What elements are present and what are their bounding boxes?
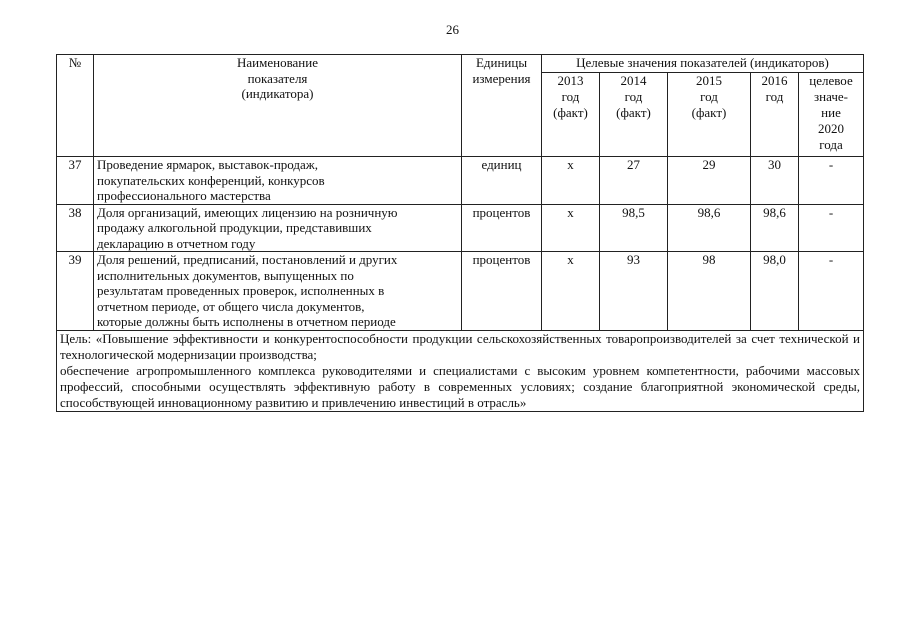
- row-value-2015: 29: [668, 157, 751, 205]
- goal-row: [57, 330, 864, 411]
- row-number: 39: [57, 252, 94, 331]
- row-value-2020: -: [799, 204, 864, 252]
- goal-line-1: Цель: «Повышение эффективности и конкурентоспособности продукции сельскохозяйственных товаропроизводителей за счет технической и технологической модернизации производства;: [60, 330, 861, 362]
- row-value-2013: x: [542, 252, 600, 331]
- row-value-2020: -: [799, 157, 864, 205]
- row-value-2014: 27: [600, 157, 668, 205]
- header-units: Единицы измерения: [462, 55, 542, 157]
- row-value-2016: 98,6: [751, 204, 799, 252]
- row-unit: процентов: [462, 252, 542, 331]
- header-year-2013: 2013 год (факт): [542, 73, 600, 157]
- indicators-table: [56, 54, 864, 412]
- row-value-2014: 93: [600, 252, 668, 331]
- row-value-2016: 98,0: [751, 252, 799, 331]
- row-indicator-name: Проведение ярмарок, выставок-продаж, покупательских конференций, конкурсов профессионального мастерства: [94, 157, 462, 205]
- goal-line-2: обеспечение агропромышленного комплекса руководителями и специалистами с высоким уровнем компетентности, рабочими массовых профессий, способными осуществлять эффективную работу в современных условиях; создание благоприятной экономической среды, способствующей инновационному развитию и привлечению инвестиций в отрасль»: [60, 362, 861, 410]
- table-row: [57, 204, 864, 252]
- header-row-1: [57, 55, 864, 73]
- goal-statement: [57, 330, 864, 411]
- row-value-2013: x: [542, 157, 600, 205]
- page-number: 26: [446, 22, 459, 37]
- header-year-2015: 2015 год (факт): [668, 73, 751, 157]
- header-number: №: [57, 55, 94, 157]
- row-indicator-name: Доля организаций, имеющих лицензию на розничную продажу алкогольной продукции, представивших декларацию в отчетном году: [94, 204, 462, 252]
- header-target-2020: целевое значе- ние 2020 года: [799, 73, 864, 157]
- row-number: 38: [57, 204, 94, 252]
- row-value-2020: -: [799, 252, 864, 331]
- row-value-2015: 98,6: [668, 204, 751, 252]
- row-value-2016: 30: [751, 157, 799, 205]
- row-number: 37: [57, 157, 94, 205]
- row-indicator-name: Доля решений, предписаний, постановлений и других исполнительных документов, выпущенных по результатам проведенных проверок, исполненных в отчетном периоде, от общего числа документов, которые должны быть исполнены в отчетном периоде: [94, 252, 462, 331]
- header-indicator-name: Наименование показателя (индикатора): [94, 55, 462, 157]
- row-value-2014: 98,5: [600, 204, 668, 252]
- header-year-2014: 2014 год (факт): [600, 73, 668, 157]
- row-unit: процентов: [462, 204, 542, 252]
- row-unit: единиц: [462, 157, 542, 205]
- header-year-2016: 2016 год: [751, 73, 799, 157]
- table-row: [57, 157, 864, 205]
- header-target-values: Целевые значения показателей (индикаторов): [542, 55, 864, 73]
- row-value-2013: x: [542, 204, 600, 252]
- table-row: [57, 252, 864, 331]
- row-value-2015: 98: [668, 252, 751, 331]
